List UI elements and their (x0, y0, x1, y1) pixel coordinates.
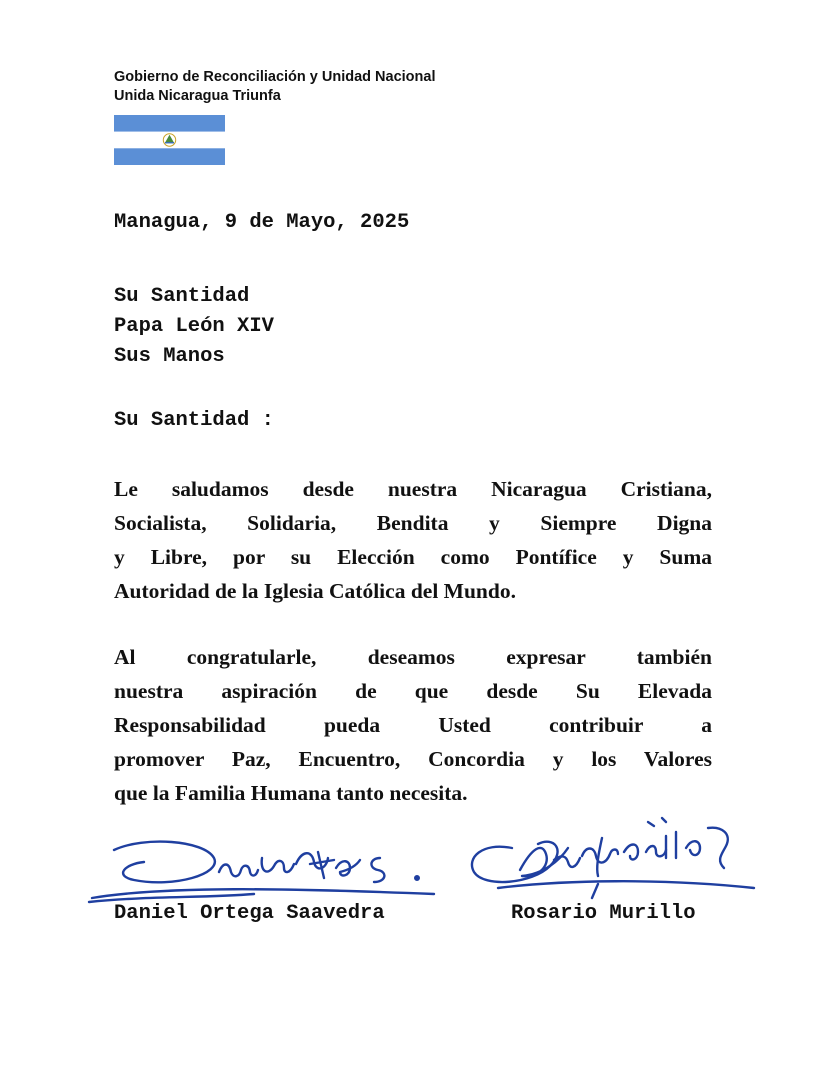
salutation: Su Santidad : (114, 409, 274, 432)
body-line: Le saludamos desde nuestra Nicaragua Cristiana, (114, 477, 712, 501)
body-line: que la Familia Humana tanto necesita. (114, 781, 468, 805)
letterhead-slogan: Unida Nicaragua Triunfa (114, 88, 281, 104)
body-line: Responsabilidad pueda Usted contribuir a (114, 713, 712, 737)
recipient-name: Papa León XIV (114, 315, 274, 338)
signer-name-1: Daniel Ortega Saavedra (114, 902, 385, 925)
body-line: Autoridad de la Iglesia Católica del Mundo. (114, 579, 516, 603)
letterhead (114, 68, 435, 106)
recipient-block (114, 282, 274, 372)
body-line: Socialista, Solidaria, Bendita y Siempre Digna (114, 511, 712, 535)
letter-date: Managua, 9 de Mayo, 2025 (114, 211, 410, 234)
letterhead-government-name: Gobierno de Reconciliación y Unidad Nacional (114, 69, 436, 85)
body-line: promover Paz, Encuentro, Concordia y los Valores (114, 747, 712, 771)
nicaragua-flag-icon (114, 115, 225, 165)
signature-rosario-murillo (462, 808, 762, 908)
recipient-delivery: Sus Manos (114, 345, 225, 368)
signature-daniel-ortega (84, 828, 444, 908)
recipient-title: Su Santidad (114, 285, 250, 308)
body-paragraph-2 (114, 640, 712, 810)
signer-name-2: Rosario Murillo (511, 902, 696, 925)
body-line: nuestra aspiración de que desde Su Elevada (114, 679, 712, 703)
body-paragraph-1 (114, 472, 712, 608)
body-line: Al congratularle, deseamos expresar también (114, 645, 712, 669)
body-line: y Libre, por su Elección como Pontífice y Suma (114, 545, 712, 569)
